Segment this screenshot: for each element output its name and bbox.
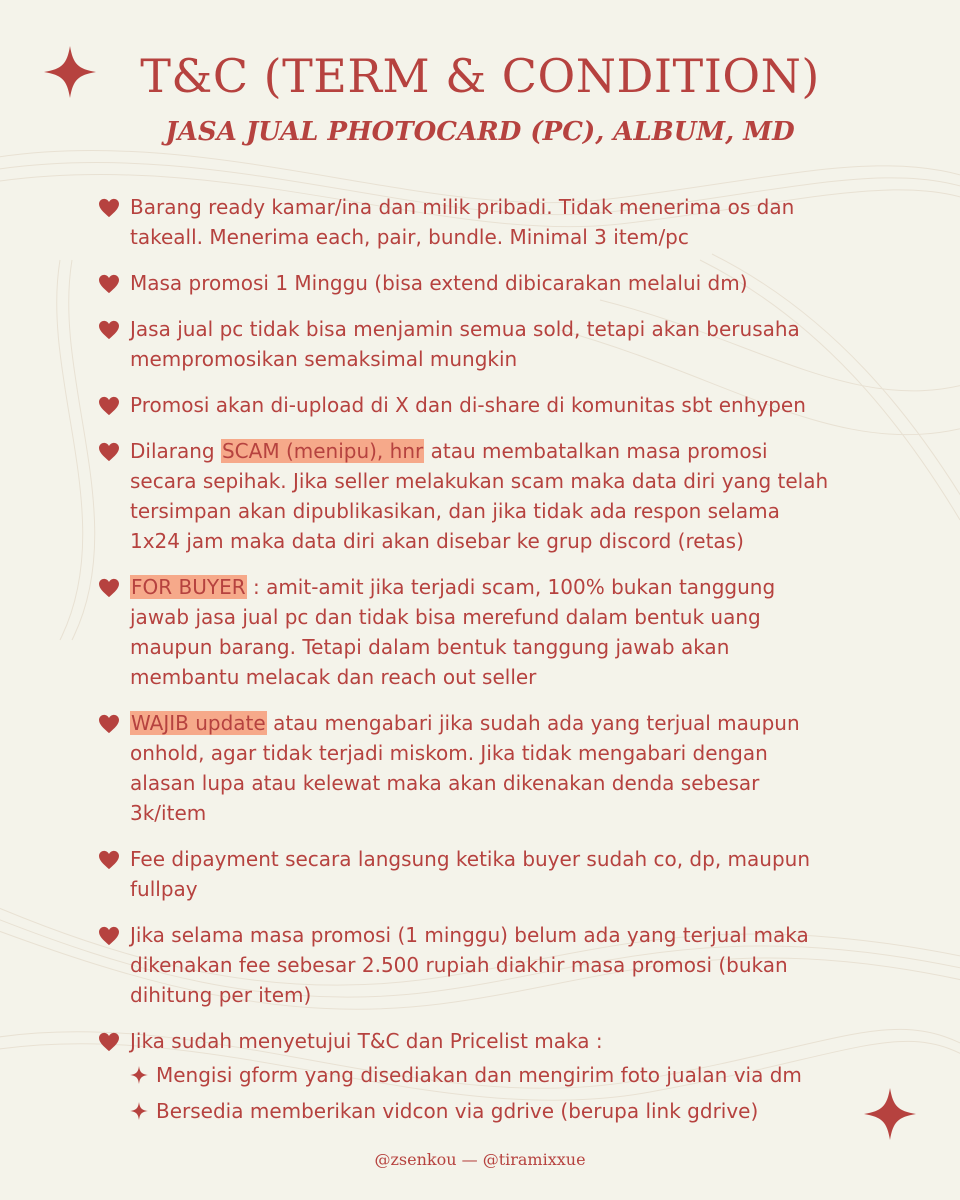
rule-item: [96, 192, 836, 252]
sparkle-icon: [130, 1102, 148, 1120]
rule-text: Masa promosi 1 Minggu (bisa extend dibicarakan melalui dm): [130, 271, 748, 295]
rule-item: [96, 268, 836, 298]
heart-icon: [98, 926, 120, 946]
heart-icon: [98, 578, 120, 598]
rules-list: [96, 192, 836, 1140]
rule-item: [96, 920, 836, 1010]
highlighted-text: SCAM (menipu), hnr: [221, 439, 424, 463]
heart-icon: [98, 1032, 120, 1052]
heart-icon: [98, 320, 120, 340]
rule-item: [96, 708, 836, 828]
heart-icon: [98, 396, 120, 416]
rule-text-after: atau membatalkan masa promosi secara sepihak. Jika seller melakukan scam maka data diri yang telah tersimpan akan dipublikasikan, dan jika tidak ada respon selama 1x24 jam maka data diri akan disebar ke grup discord (retas): [130, 439, 829, 553]
page-subtitle: JASA JUAL PHOTOCARD (PC), ALBUM, MD: [165, 117, 795, 147]
rule-item: [96, 390, 836, 420]
sub-rule-text: Mengisi gform yang disediakan dan mengirim foto jualan via dm: [156, 1063, 802, 1087]
four-point-star-icon: [862, 1086, 918, 1142]
sub-rules-list: [130, 1060, 836, 1126]
rule-text: Jika sudah menyetujui T&C dan Pricelist maka :: [130, 1029, 603, 1053]
heart-icon: [98, 442, 120, 462]
sub-rule-item: [130, 1096, 836, 1126]
rule-text: Jasa jual pc tidak bisa menjamin semua sold, tetapi akan berusaha mempromosikan semaksimal mungkin: [130, 317, 800, 371]
rule-item: [96, 314, 836, 374]
heart-icon: [98, 850, 120, 870]
rule-item: [96, 436, 836, 556]
sparkle-icon: [130, 1066, 148, 1084]
rule-text: Barang ready kamar/ina dan milik pribadi. Tidak menerima os dan takeall. Menerima each, pair, bundle. Minimal 3 item/pc: [130, 195, 795, 249]
rule-item: [96, 844, 836, 904]
heart-icon: [98, 714, 120, 734]
highlighted-text: WAJIB update: [131, 711, 266, 735]
rule-item: [96, 572, 836, 692]
heart-icon: [98, 198, 120, 218]
highlighted-text: FOR BUYER: [131, 575, 246, 599]
heart-icon: [98, 274, 120, 294]
footer-handles: @zsenkou — @tiramixxue: [374, 1150, 586, 1169]
rule-text: Promosi akan di-upload di X dan di-share di komunitas sbt enhypen: [130, 393, 806, 417]
sub-rule-text: Bersedia memberikan vidcon via gdrive (berupa link gdrive): [156, 1099, 759, 1123]
rule-text-after: : amit-amit jika terjadi scam, 100% bukan tanggung jawab jasa jual pc dan tidak bisa merefund dalam bentuk uang maupun barang. Tetapi dalam bentuk tanggung jawab akan membantu melacak dan reach out seller: [130, 575, 776, 689]
sub-rule-item: [130, 1060, 836, 1090]
rule-item: [96, 1026, 836, 1126]
rule-text-before: Dilarang: [130, 439, 221, 463]
page-title: T&C (TERM & CONDITION): [140, 49, 820, 103]
rule-text: Fee dipayment secara langsung ketika buyer sudah co, dp, maupun fullpay: [130, 847, 810, 901]
rule-text-after: atau mengabari jika sudah ada yang terjual maupun onhold, agar tidak terjadi miskom. Jika tidak mengabari dengan alasan lupa atau kelewat maka akan dikenakan denda sebesar 3k/item: [130, 711, 800, 825]
rule-text: Jika selama masa promosi (1 minggu) belum ada yang terjual maka dikenakan fee sebesar 2.500 rupiah diakhir masa promosi (bukan dihitung per item): [130, 923, 809, 1007]
